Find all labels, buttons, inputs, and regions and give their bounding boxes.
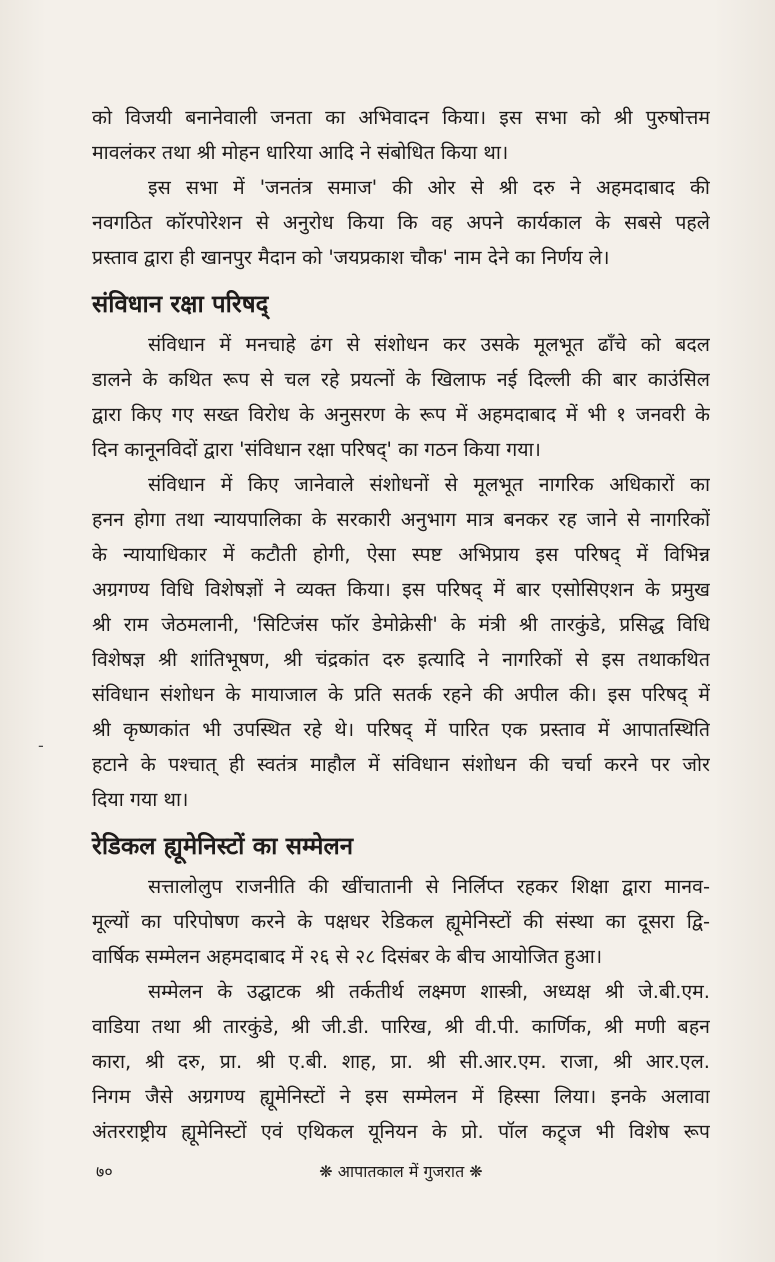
running-title: ❋ आपातकाल में गुजरात ❋ [319, 1162, 483, 1181]
text-line: कारा, श्री दरु, प्रा. श्री ए.बी. शाह, प्रा. श्री सी.आर.एम. राजा, श्री आर.एल. [92, 1050, 710, 1073]
text-line: संविधान संशोधन के मायाजाल के प्रति सतर्क रहने की अपील की। इस परिषद् में [92, 683, 710, 706]
text-line: संविधान में मनचाहे ढंग से संशोधन कर उसके मूलभूत ढाँचे को बदल [148, 333, 710, 356]
text-line: को विजयी बनानेवाली जनता का अभिवादन किया। इस सभा को श्री पुरुषोत्तम [92, 106, 710, 129]
page-footer [92, 1160, 710, 1184]
text-line: इस सभा में 'जनतंत्र समाज' की ओर से श्री दरु ने अहमदाबाद की [148, 176, 710, 199]
text-line: सम्मेलन के उद्घाटक श्री तर्कतीर्थ लक्ष्मण शास्त्री, अध्यक्ष श्री जे.बी.एम. [148, 980, 710, 1003]
text-line: हटाने के पश्चात् ही स्वतंत्र माहौल में संविधान संशोधन की चर्चा करने पर जोर [92, 753, 710, 776]
text-line: नवगठित कॉरपोरेशन से अनुरोध किया कि वह अपने कार्यकाल के सबसे पहले [92, 211, 710, 234]
section-heading: संविधान रक्षा परिषद् [92, 290, 269, 318]
page-body [92, 100, 710, 1149]
margin-mark: - [38, 736, 44, 755]
text-line: हनन होगा तथा न्यायपालिका के सरकारी अनुभाग मात्र बनकर रह जाने से नागरिकों [92, 508, 710, 531]
text-line: अंतरराष्ट्रीय ह्यूमेनिस्टों एवं एथिकल यूनियन के प्रो. पॉल कट्र्ज भी विशेष रूप [92, 1120, 710, 1143]
text-line: मावलंकर तथा श्री मोहन धारिया आदि ने संबोधित किया था। [92, 141, 509, 164]
text-line: डालने के कथित रूप से चल रहे प्रयत्नों के खिलाफ नई दिल्ली की बार काउंसिल [92, 368, 710, 391]
text-line: निगम जैसे अग्रगण्य ह्यूमेनिस्टों ने इस सम्मेलन में हिस्सा लिया। इनके अलावा [92, 1085, 710, 1108]
text-line: के न्यायाधिकार में कटौती होगी, ऐसा स्पष्ट अभिप्राय इस परिषद् में विभिन्न [92, 543, 710, 566]
text-line: विशेषज्ञ श्री शांतिभूषण, श्री चंद्रकांत दरु इत्यादि ने नागरिकों से इस तथाकथित [92, 648, 710, 671]
text-line: श्री राम जेठमलानी, 'सिटिजंस फॉर डेमोक्रेसी' के मंत्री श्री तारकुंडे, प्रसिद्ध विधि [92, 613, 710, 636]
text-line: सत्तालोलुप राजनीति की खींचातानी से निर्लिप्त रहकर शिक्षा द्वारा मानव- [148, 875, 710, 898]
text-line: वाडिया तथा श्री तारकुंडे, श्री जी.डी. पारिख, श्री वी.पी. कार्णिक, श्री मणी बहन [92, 1015, 710, 1038]
text-line: द्वारा किए गए सख्त विरोध के अनुसरण के रूप में अहमदाबाद में भी १ जनवरी के [92, 403, 710, 426]
text-line: श्री कृष्णकांत भी उपस्थित रहे थे। परिषद् में पारित एक प्रस्ताव में आपातस्थिति [92, 718, 710, 741]
text-line: प्रस्ताव द्वारा ही खानपुर मैदान को 'जयप्रकाश चौक' नाम देने का निर्णय ले। [92, 246, 610, 269]
page-number: ७० [96, 1162, 113, 1181]
text-line: दिया गया था। [92, 788, 189, 811]
text-line: मूल्यों का परिपोषण करने के पक्षधर रेडिकल ह्यूमेनिस्टों की संस्था का दूसरा द्वि- [92, 910, 710, 933]
text-line: वार्षिक सम्मेलन अहमदाबाद में २६ से २८ दिसंबर के बीच आयोजित हुआ। [92, 945, 603, 968]
section-heading: रेडिकल ह्यूमेनिस्टों का सम्मेलन [92, 832, 354, 860]
text-line: दिन कानूनविदों द्वारा 'संविधान रक्षा परिषद्' का गठन किया गया। [92, 438, 541, 461]
text-line: संविधान में किए जानेवाले संशोधनों से मूलभूत नागरिक अधिकारों का [148, 473, 710, 496]
text-line: अग्रगण्य विधि विशेषज्ञों ने व्यक्त किया। इस परिषद् में बार एसोसिएशन के प्रमुख [92, 578, 710, 601]
